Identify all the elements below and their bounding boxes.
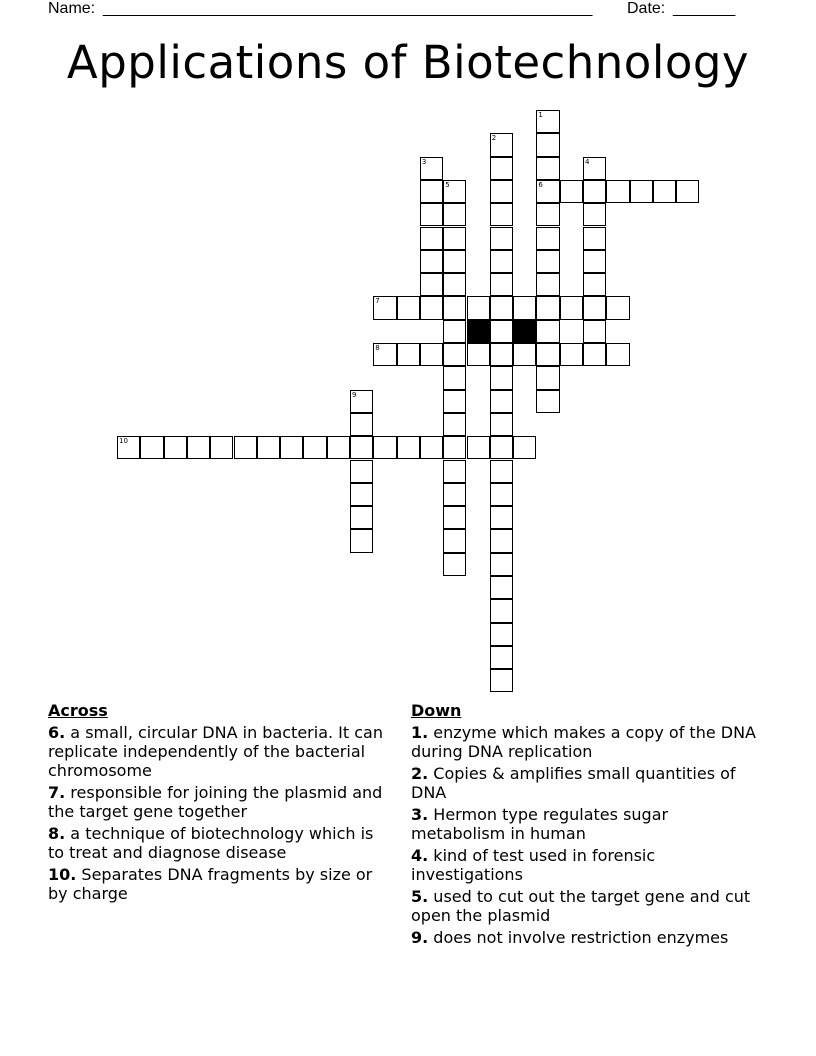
clue-number: 7. — [48, 783, 66, 802]
grid-cell[interactable] — [560, 296, 583, 319]
clue-text: does not involve restriction enzymes — [428, 928, 729, 947]
clue-number: 3. — [411, 805, 429, 824]
grid-cell[interactable] — [583, 227, 606, 250]
grid-cell[interactable] — [397, 436, 420, 459]
grid-cell[interactable] — [350, 483, 373, 506]
page-title: Applications of Biotechnology — [66, 36, 750, 89]
across-clue-list — [48, 723, 393, 903]
grid-cell[interactable] — [490, 273, 513, 296]
grid-cell[interactable] — [490, 343, 513, 366]
across-clue — [48, 824, 393, 862]
grid-cell[interactable] — [490, 133, 513, 156]
clue-number: 5. — [411, 887, 429, 906]
grid-cell[interactable] — [443, 506, 466, 529]
clue-text: responsible for joining the plasmid and the target gene together — [48, 783, 383, 821]
grid-cell[interactable] — [536, 273, 559, 296]
grid-cell[interactable] — [420, 250, 443, 273]
grid-cell[interactable] — [257, 436, 280, 459]
grid-cell[interactable] — [536, 320, 559, 343]
grid-cell[interactable] — [630, 180, 653, 203]
clue-text: Copies & amplifies small quantities of DNA — [411, 764, 736, 802]
grid-cell[interactable] — [490, 483, 513, 506]
grid-cell[interactable] — [443, 460, 466, 483]
grid-cell[interactable] — [583, 157, 606, 180]
grid-cell[interactable] — [676, 180, 699, 203]
down-clue — [411, 928, 766, 947]
grid-cell[interactable] — [443, 553, 466, 576]
clue-number: 8 — [375, 344, 380, 352]
name-blank[interactable]: _______________________________________________________ — [103, 0, 593, 17]
clue-text: Separates DNA fragments by size or by charge — [48, 865, 373, 903]
clue-number: 10 — [119, 437, 128, 446]
grid-cell[interactable] — [443, 529, 466, 552]
grid-cell[interactable] — [606, 343, 629, 366]
grid-cell[interactable] — [490, 157, 513, 180]
grid-cell[interactable] — [420, 203, 443, 226]
grid-cell[interactable] — [420, 180, 443, 203]
grid-cell[interactable] — [606, 296, 629, 319]
grid-cell[interactable] — [513, 343, 536, 366]
grid-cell[interactable] — [420, 157, 443, 180]
grid-cell[interactable] — [536, 133, 559, 156]
across-heading: Across — [48, 701, 108, 720]
clue-number: 8. — [48, 824, 66, 843]
grid-cell[interactable] — [583, 343, 606, 366]
grid-cell[interactable] — [536, 157, 559, 180]
grid-cell[interactable] — [234, 436, 257, 459]
clue-number: 9 — [352, 390, 357, 399]
clue-number: 10. — [48, 865, 77, 884]
grid-cell[interactable] — [210, 436, 233, 459]
grid-cell[interactable] — [397, 296, 420, 319]
grid-cell[interactable] — [443, 296, 466, 319]
grid-cell[interactable] — [536, 203, 559, 226]
grid-cell[interactable] — [583, 203, 606, 226]
clue-number: 1. — [411, 723, 429, 742]
grid-cell[interactable] — [490, 599, 513, 622]
grid-cell[interactable] — [490, 250, 513, 273]
clue-number: 1 — [538, 111, 543, 119]
clue-number: 7 — [375, 297, 380, 306]
grid-cell[interactable] — [490, 203, 513, 226]
grid-cell[interactable] — [560, 180, 583, 203]
grid-cell[interactable] — [490, 436, 513, 459]
grid-cell[interactable] — [606, 180, 629, 203]
grid-cell[interactable] — [513, 436, 536, 459]
grid-cell[interactable] — [536, 390, 559, 413]
grid-cell[interactable] — [443, 366, 466, 389]
down-clue — [411, 805, 766, 843]
grid-cell[interactable] — [397, 343, 420, 366]
clue-text: enzyme which makes a copy of the DNA during DNA replication — [411, 723, 756, 761]
grid-cell[interactable] — [117, 436, 140, 459]
grid-cell[interactable] — [583, 250, 606, 273]
grid-cell[interactable] — [490, 227, 513, 250]
grid-cell[interactable] — [560, 343, 583, 366]
grid-cell[interactable] — [350, 529, 373, 552]
grid-cell[interactable] — [536, 180, 559, 203]
down-clue — [411, 887, 766, 925]
down-heading: Down — [411, 701, 462, 720]
grid-cell[interactable] — [327, 436, 350, 459]
grid-cell[interactable] — [443, 413, 466, 436]
grid-cell[interactable] — [373, 436, 396, 459]
grid-cell[interactable] — [350, 413, 373, 436]
grid-cell[interactable] — [536, 227, 559, 250]
grid-cell[interactable] — [443, 227, 466, 250]
grid-cell[interactable] — [653, 180, 676, 203]
grid-cell[interactable] — [373, 343, 396, 366]
clue-number: 4. — [411, 846, 429, 865]
down-clue — [411, 764, 766, 802]
clue-text: Hermon type regulates sugar metabolism in human — [411, 805, 669, 843]
date-label: Date: — [627, 0, 666, 17]
clue-number: 2 — [491, 134, 497, 143]
grid-cell[interactable] — [443, 250, 466, 273]
grid-cell[interactable] — [373, 296, 396, 319]
clue-number: 6 — [538, 180, 543, 189]
down-clue — [411, 846, 766, 884]
black-cell — [467, 320, 490, 343]
grid-cell[interactable] — [443, 343, 466, 366]
grid-cell[interactable] — [490, 576, 513, 599]
clue-number: 6. — [48, 723, 66, 742]
grid-cell[interactable] — [490, 669, 513, 692]
grid-cell[interactable] — [536, 343, 559, 366]
clue-number: 3 — [421, 157, 427, 166]
grid-cell[interactable] — [443, 180, 466, 203]
clue-number: 9. — [411, 928, 429, 947]
grid-cell[interactable] — [536, 250, 559, 273]
grid-cell[interactable] — [420, 436, 443, 459]
grid-cell[interactable] — [140, 436, 163, 459]
clue-text: a technique of biotechnology which is to treat and diagnose disease — [48, 824, 374, 862]
grid-cell[interactable] — [490, 553, 513, 576]
grid-cell[interactable] — [443, 203, 466, 226]
grid-cell[interactable] — [583, 320, 606, 343]
grid-cell[interactable] — [583, 180, 606, 203]
grid-cell[interactable] — [187, 436, 210, 459]
grid-cell[interactable] — [490, 296, 513, 319]
grid-cell[interactable] — [536, 110, 559, 133]
grid-cell[interactable] — [490, 529, 513, 552]
name-label: Name: — [48, 0, 96, 17]
grid-cell[interactable] — [350, 460, 373, 483]
grid-cell[interactable] — [536, 296, 559, 319]
grid-cell[interactable] — [443, 390, 466, 413]
grid-cell[interactable] — [467, 296, 490, 319]
grid-cell[interactable] — [420, 343, 443, 366]
grid-cell[interactable] — [467, 343, 490, 366]
clue-text: a small, circular DNA in bacteria. It can replicate independently of the bacterial chromosome — [48, 723, 383, 780]
grid-cell[interactable] — [443, 436, 466, 459]
grid-cell[interactable] — [490, 413, 513, 436]
grid-cell[interactable] — [164, 436, 187, 459]
across-clue — [48, 783, 393, 821]
grid-cell[interactable] — [490, 180, 513, 203]
grid-cell[interactable] — [420, 273, 443, 296]
clue-number: 2. — [411, 764, 429, 783]
grid-cell[interactable] — [350, 390, 373, 413]
grid-cell[interactable] — [490, 623, 513, 646]
grid-cell[interactable] — [280, 436, 303, 459]
grid-cell[interactable] — [536, 366, 559, 389]
clue-number: 4 — [585, 157, 590, 166]
grid-cell[interactable] — [350, 506, 373, 529]
grid-cell[interactable] — [490, 320, 513, 343]
across-clue — [48, 723, 393, 780]
grid-cell[interactable] — [490, 390, 513, 413]
clue-text: used to cut out the target gene and cut open the plasmid — [411, 887, 751, 925]
grid-cell[interactable] — [583, 296, 606, 319]
grid-cell[interactable] — [443, 320, 466, 343]
grid-cell[interactable] — [490, 646, 513, 669]
down-clue — [411, 723, 766, 761]
grid-cell[interactable] — [490, 460, 513, 483]
grid-cell[interactable] — [350, 436, 373, 459]
grid-cell[interactable] — [467, 436, 490, 459]
black-cell — [513, 320, 536, 343]
grid-cell[interactable] — [420, 227, 443, 250]
date-blank[interactable]: _______ — [673, 0, 736, 17]
clue-number: 5 — [445, 180, 450, 189]
down-clue-list — [411, 723, 766, 947]
grid-cell[interactable] — [420, 296, 443, 319]
grid-cell[interactable] — [303, 436, 326, 459]
grid-cell[interactable] — [583, 273, 606, 296]
grid-cell[interactable] — [490, 506, 513, 529]
clue-text: kind of test used in forensic investigations — [411, 846, 656, 884]
across-clue — [48, 865, 393, 903]
grid-cell[interactable] — [513, 296, 536, 319]
across-clues — [48, 701, 393, 906]
grid-cell[interactable] — [443, 483, 466, 506]
grid-cell[interactable] — [443, 273, 466, 296]
grid-cell[interactable] — [490, 366, 513, 389]
down-clues — [411, 701, 766, 950]
